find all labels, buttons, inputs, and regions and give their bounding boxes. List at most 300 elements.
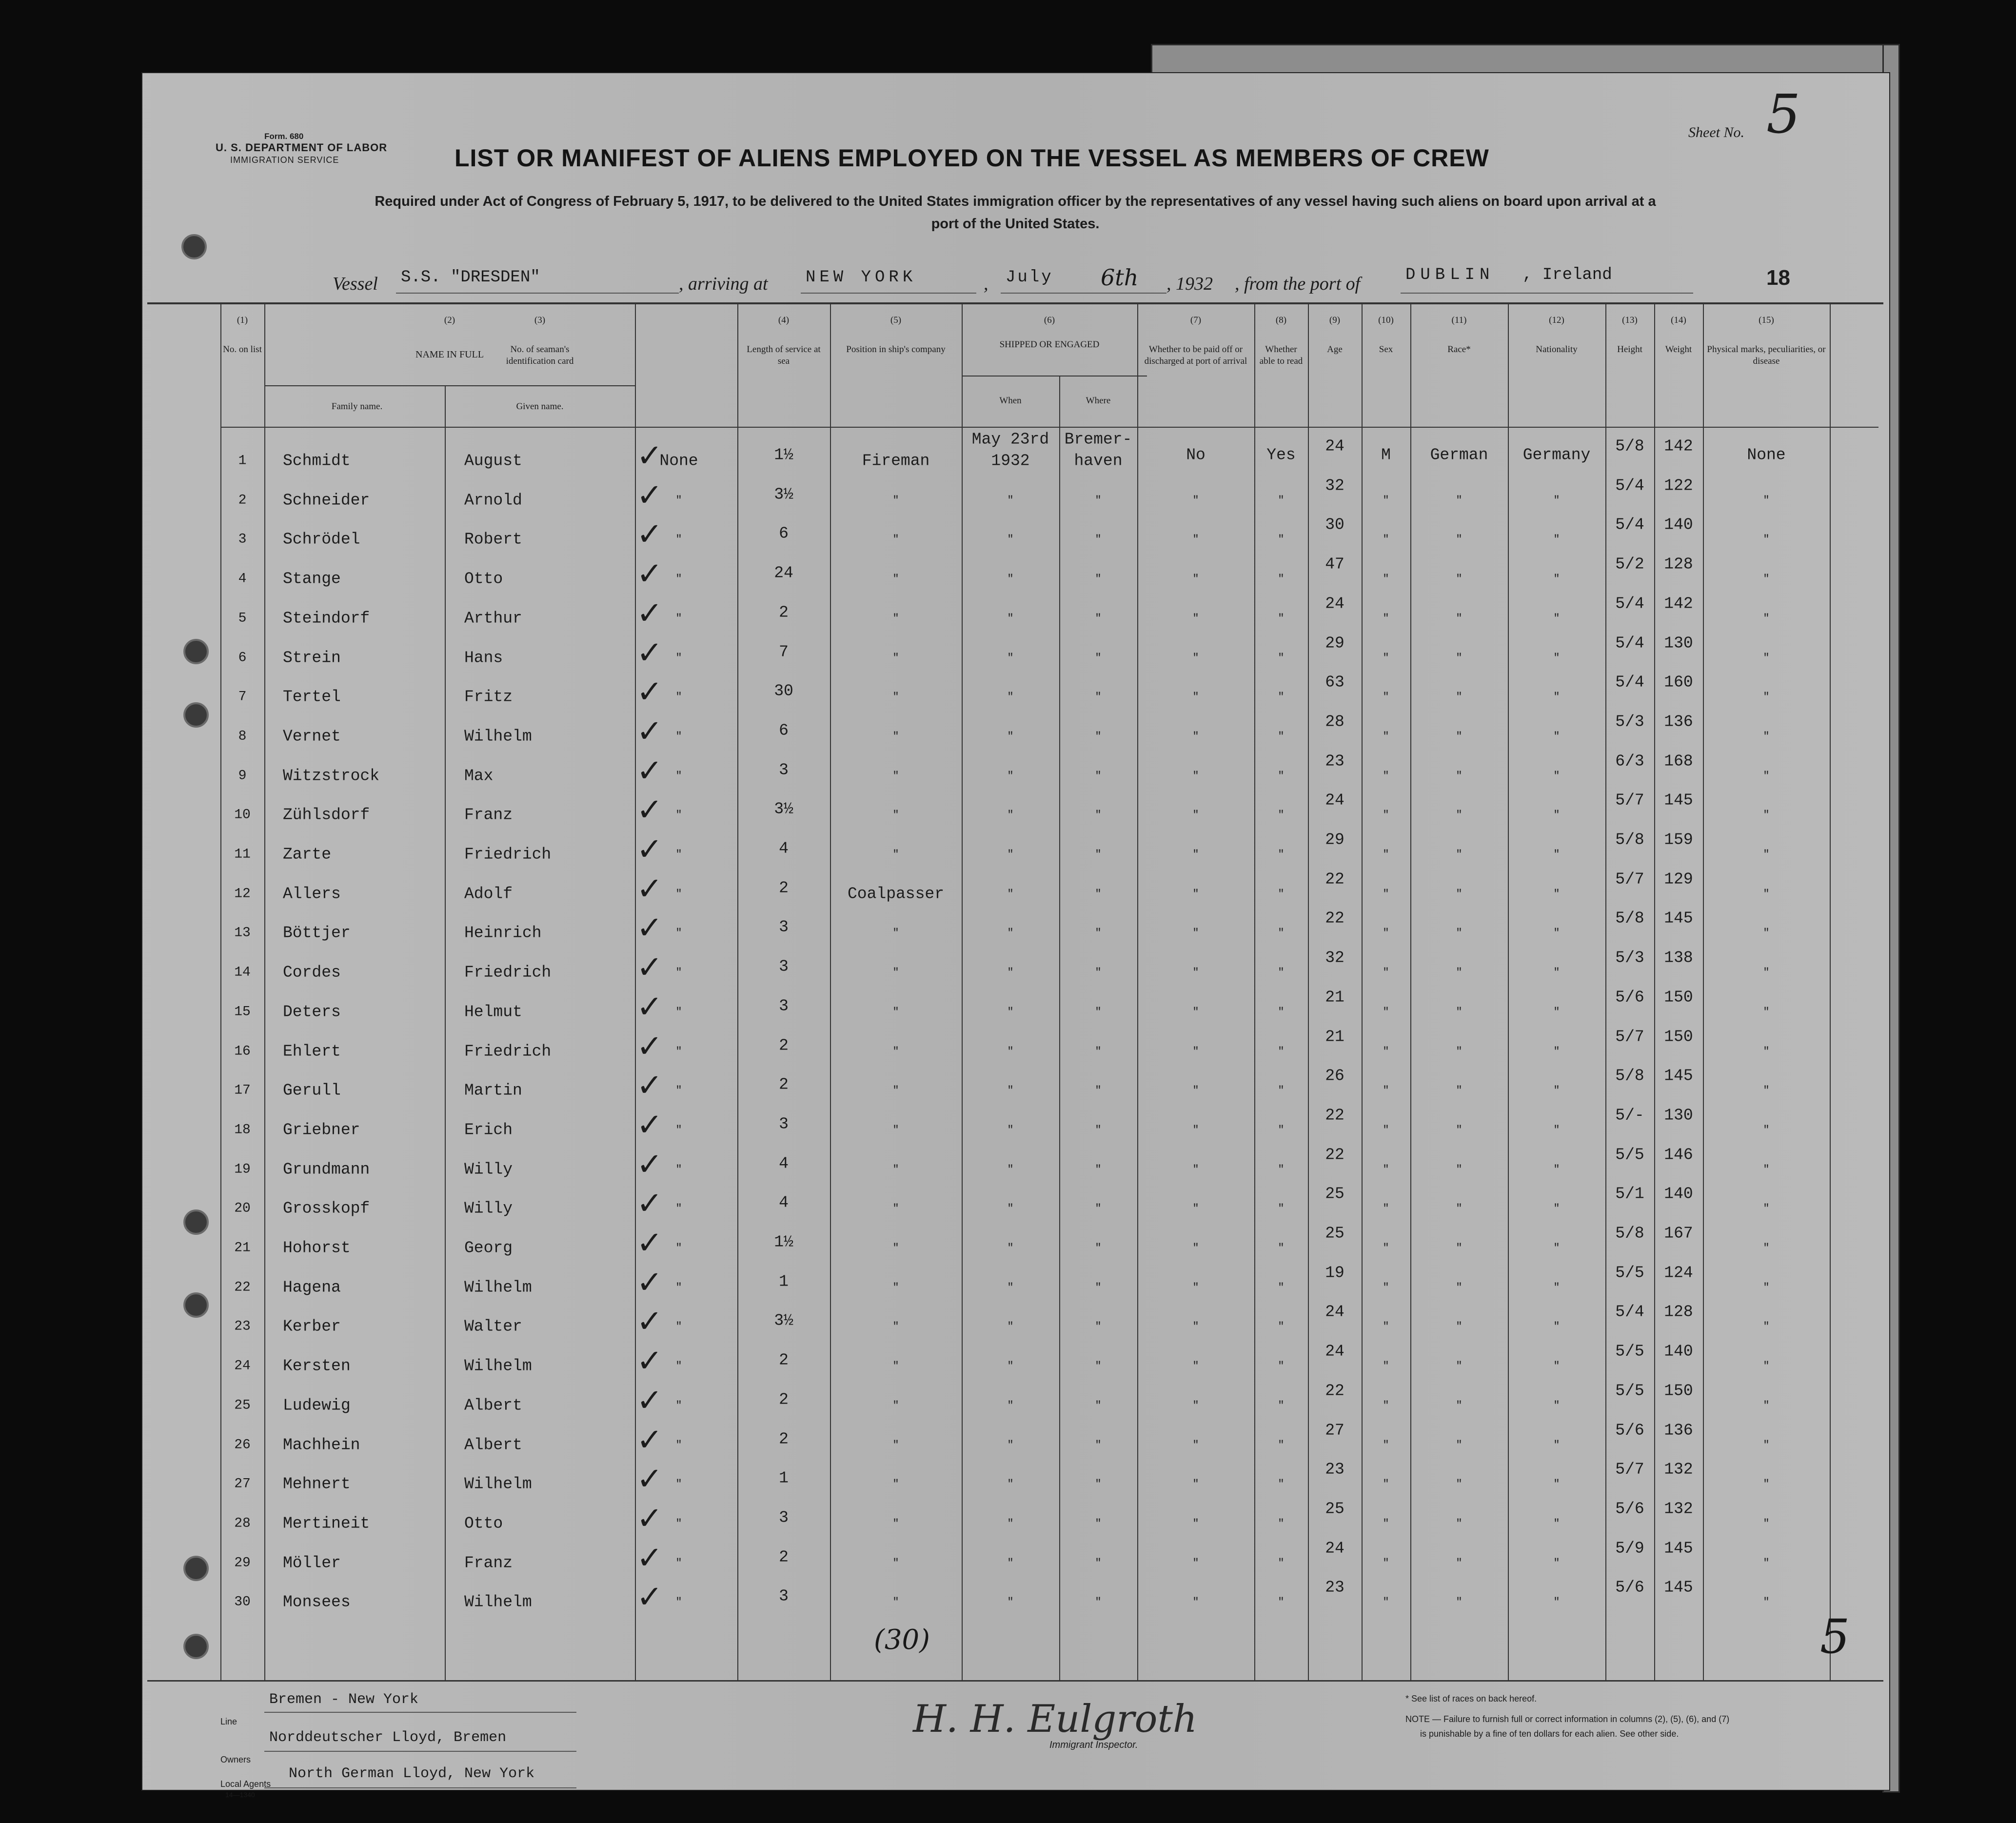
shipped-when: " [1007, 1399, 1014, 1412]
family-name: Cordes [283, 963, 341, 982]
row-number: 8 [238, 729, 247, 744]
family-name: Deters [283, 1003, 341, 1021]
family-name: Steindorf [283, 609, 370, 628]
shipped-when-year: 1932 [991, 452, 1030, 470]
ship-position: " [892, 1557, 899, 1569]
shipped-when: " [1007, 1478, 1014, 1490]
service-length: 1 [779, 1469, 789, 1487]
sex: " [1383, 691, 1389, 703]
weight: 136 [1664, 713, 1693, 731]
race: German [1430, 446, 1488, 464]
weight: 128 [1664, 555, 1693, 574]
nationality: " [1553, 1517, 1560, 1530]
shipped-where: " [1095, 1360, 1102, 1372]
ship-position: " [892, 1439, 899, 1451]
ship-position: " [892, 1596, 899, 1608]
height: 5/8 [1615, 909, 1644, 928]
weight: 142 [1664, 594, 1693, 613]
check-mark-icon: ✓ [636, 516, 663, 553]
ship-position: " [892, 1163, 899, 1176]
family-name: Strein [283, 649, 341, 667]
nationality: " [1553, 1320, 1560, 1333]
weight: 140 [1664, 515, 1693, 534]
nationality: " [1553, 494, 1560, 507]
sex: " [1383, 1517, 1389, 1530]
check-mark-icon: ✓ [636, 1068, 663, 1104]
column-subheader: Where [1086, 396, 1111, 406]
inspector-label: Immigrant Inspector. [1049, 1740, 1138, 1750]
weight: 132 [1664, 1500, 1693, 1518]
height: 5/8 [1615, 437, 1644, 456]
shipped-when: May 23rd [971, 430, 1049, 449]
column-header-label: Whether able to read [1259, 344, 1303, 366]
weight: 130 [1664, 634, 1693, 652]
shipped-where: " [1095, 1124, 1102, 1136]
ship-position: " [892, 573, 899, 585]
column-divider [830, 302, 831, 1680]
check-mark-icon: ✓ [636, 832, 663, 868]
shipped-where: " [1095, 1517, 1102, 1530]
able-to-read: " [1278, 1478, 1285, 1490]
row-number: 30 [234, 1594, 251, 1610]
able-to-read: " [1278, 1163, 1285, 1176]
ship-position: Coalpasser [847, 885, 945, 903]
age: 24 [1325, 1342, 1344, 1361]
service-length: 3 [779, 761, 789, 779]
shipped-where: " [1095, 494, 1102, 507]
id-card-number: " [675, 652, 682, 664]
ship-position: " [892, 1360, 899, 1372]
paid-off: " [1192, 1124, 1199, 1136]
check-mark-icon: ✓ [636, 1343, 663, 1380]
weight: 136 [1664, 1421, 1693, 1439]
given-name: Robert [464, 530, 522, 549]
id-card-number: " [675, 888, 682, 900]
race: " [1456, 1084, 1463, 1097]
race: " [1456, 652, 1463, 664]
given-name: Albert [464, 1436, 522, 1454]
ship-position: " [892, 1320, 899, 1333]
arrival-date-underline [1001, 293, 1166, 294]
ship-position: " [892, 612, 899, 625]
row-number: 27 [234, 1476, 251, 1492]
sex: " [1383, 1242, 1389, 1254]
shipped-when: " [1007, 1517, 1014, 1530]
ship-position: " [892, 1202, 899, 1215]
height: 5/5 [1615, 1264, 1644, 1282]
ship-position: " [892, 1084, 899, 1097]
age: 24 [1325, 437, 1344, 456]
ship-position: " [892, 848, 899, 861]
check-mark-icon: ✓ [636, 1225, 663, 1261]
physical-marks: " [1763, 1596, 1770, 1608]
ship-position: " [892, 494, 899, 507]
service-length: 2 [779, 1390, 789, 1409]
physical-marks: " [1763, 1281, 1770, 1294]
given-name: Adolf [464, 885, 513, 903]
physical-marks: " [1763, 1045, 1770, 1057]
able-to-read: " [1278, 888, 1285, 900]
paid-off: " [1192, 1360, 1199, 1372]
physical-marks: " [1763, 966, 1770, 979]
paid-off: " [1192, 1084, 1199, 1097]
shipped-where: " [1095, 533, 1102, 546]
column-header-label: Age [1327, 344, 1343, 355]
age: 22 [1325, 909, 1344, 928]
id-card-number: " [675, 573, 682, 585]
able-to-read: " [1278, 1439, 1285, 1451]
shipped-when: " [1007, 1281, 1014, 1294]
id-card-number: " [675, 533, 682, 546]
row-number: 26 [234, 1437, 251, 1452]
shipped-when: " [1007, 1045, 1014, 1057]
paid-off: " [1192, 770, 1199, 782]
shipped-where: " [1095, 1439, 1102, 1451]
paid-off: " [1192, 1439, 1199, 1451]
age: 26 [1325, 1067, 1344, 1085]
family-name: Schmidt [283, 452, 351, 470]
given-name: Georg [464, 1239, 513, 1257]
physical-marks: " [1763, 691, 1770, 703]
nationality: " [1553, 1557, 1560, 1569]
race: " [1456, 494, 1463, 507]
id-card-number: " [675, 770, 682, 782]
column-header-label: Weight [1665, 344, 1692, 355]
physical-marks: " [1763, 1360, 1770, 1372]
paid-off: " [1192, 1202, 1199, 1215]
height: 5/4 [1615, 634, 1644, 652]
id-card-number: " [675, 1124, 682, 1136]
height: 5/1 [1615, 1185, 1644, 1203]
shipped-when: " [1007, 533, 1014, 546]
family-name: Tertel [283, 688, 341, 706]
given-name: Wilhelm [464, 1357, 532, 1375]
owners-value: Norddeutscher Lloyd, Bremen [269, 1729, 507, 1746]
service-length: 6 [779, 524, 789, 543]
age: 21 [1325, 1028, 1344, 1046]
shipped-where: " [1095, 730, 1102, 743]
height: 5/4 [1615, 673, 1644, 692]
sex: " [1383, 573, 1389, 585]
family-name: Schrödel [283, 530, 360, 549]
column-divider [264, 302, 265, 1680]
nationality: " [1553, 1360, 1560, 1372]
weight: 145 [1664, 1067, 1693, 1085]
check-mark-icon: ✓ [636, 950, 663, 986]
id-card-number: " [675, 1084, 682, 1097]
column-divider [220, 302, 221, 1680]
sex: " [1383, 533, 1389, 546]
paid-off: " [1192, 809, 1199, 821]
able-to-read: Yes [1266, 446, 1296, 464]
weight: 129 [1664, 870, 1693, 889]
service-length: 6 [779, 721, 789, 740]
service-length: 3½ [774, 800, 793, 818]
paid-off: " [1192, 1517, 1199, 1530]
nationality: " [1553, 1478, 1560, 1490]
height: 5/7 [1615, 791, 1644, 810]
able-to-read: " [1278, 927, 1285, 939]
physical-marks: " [1763, 1517, 1770, 1530]
nationality: " [1553, 1242, 1560, 1254]
row-number: 9 [238, 768, 247, 784]
race: " [1456, 770, 1463, 782]
family-name: Ludewig [283, 1396, 351, 1415]
nationality: " [1553, 1596, 1560, 1608]
shipped-when: " [1007, 1360, 1014, 1372]
race: " [1456, 1557, 1463, 1569]
binder-hole [183, 639, 209, 664]
column-divider [962, 302, 963, 1680]
nationality: " [1553, 927, 1560, 939]
service-length: 3 [779, 1115, 789, 1133]
shipped-where: " [1095, 1163, 1102, 1176]
row-number: 4 [238, 571, 247, 587]
column-number: (11) [1451, 315, 1467, 325]
physical-marks: " [1763, 652, 1770, 664]
shipped-where: " [1095, 1202, 1102, 1215]
service-length: 2 [779, 1548, 789, 1566]
shipped-when: " [1007, 1242, 1014, 1254]
penalty-note: NOTE — Failure to furnish full or correct information in columns (2), (5), (6), and (7) [1405, 1714, 1730, 1724]
nationality: " [1553, 1124, 1560, 1136]
height: 5/8 [1615, 1067, 1644, 1085]
sex: " [1383, 1163, 1389, 1176]
column-subheader: Given name. [516, 401, 564, 412]
age: 47 [1325, 555, 1344, 574]
given-name: Arthur [464, 609, 522, 628]
age: 32 [1325, 476, 1344, 495]
able-to-read: " [1278, 573, 1285, 585]
corner-sheet-mark: 5 [1820, 1609, 1850, 1664]
sex: " [1383, 1478, 1389, 1490]
check-mark-icon: ✓ [636, 556, 663, 593]
department-name: U. S. DEPARTMENT OF LABOR [216, 141, 388, 154]
nationality: " [1553, 966, 1560, 979]
given-name: Martin [464, 1081, 522, 1100]
height: 5/4 [1615, 515, 1644, 534]
race: " [1456, 730, 1463, 743]
physical-marks: " [1763, 848, 1770, 861]
owners-underline [264, 1751, 576, 1752]
height: 5/6 [1615, 1421, 1644, 1439]
height: 5/7 [1615, 870, 1644, 889]
service-length: 7 [779, 643, 789, 661]
nationality: " [1553, 848, 1560, 861]
shipped-when: " [1007, 848, 1014, 861]
given-name: Fritz [464, 688, 513, 706]
column-number: (4) [778, 315, 790, 325]
shipped-when: " [1007, 1557, 1014, 1569]
shipped-where: " [1095, 1242, 1102, 1254]
ship-position: " [892, 966, 899, 979]
height: 5/4 [1615, 476, 1644, 495]
paid-off: " [1192, 1281, 1199, 1294]
age: 23 [1325, 1460, 1344, 1479]
table-bottom-rule [147, 1680, 1883, 1682]
check-mark-icon: ✓ [636, 989, 663, 1025]
row-number: 11 [234, 847, 251, 862]
family-name: Zühlsdorf [283, 806, 370, 824]
race: " [1456, 1006, 1463, 1018]
shipped-where: " [1095, 770, 1102, 782]
shipped-where: " [1095, 1006, 1102, 1018]
column-number: (15) [1759, 315, 1774, 325]
able-to-read: " [1278, 848, 1285, 861]
height: 5/9 [1615, 1539, 1644, 1558]
column-divider [1410, 302, 1411, 1680]
family-name: Mertineit [283, 1514, 370, 1533]
able-to-read: " [1278, 770, 1285, 782]
sex: " [1383, 730, 1389, 743]
age: 30 [1325, 515, 1344, 534]
penalty-note-cont: is punishable by a fine of ten dollars for each alien. See other side. [1420, 1729, 1679, 1739]
shipped-when: " [1007, 927, 1014, 939]
id-card-number: " [675, 1557, 682, 1569]
height: 5/5 [1615, 1146, 1644, 1164]
family-name: Hagena [283, 1278, 341, 1297]
age: 24 [1325, 1303, 1344, 1321]
paid-off: " [1192, 533, 1199, 546]
ship-position: " [892, 652, 899, 664]
family-name: Böttjer [283, 924, 351, 942]
physical-marks: " [1763, 1084, 1770, 1097]
line-value: Bremen - New York [269, 1691, 419, 1708]
check-mark-icon: ✓ [636, 753, 663, 789]
physical-marks: " [1763, 927, 1770, 939]
paid-off: No [1186, 446, 1206, 464]
check-mark-icon: ✓ [636, 1461, 663, 1498]
age: 29 [1325, 831, 1344, 849]
service-length: 2 [779, 879, 789, 897]
given-name: Wilhelm [464, 1593, 532, 1611]
able-to-read: " [1278, 1557, 1285, 1569]
arriving-label: , arriving at [679, 274, 768, 294]
weight: 145 [1664, 791, 1693, 810]
age: 22 [1325, 870, 1344, 889]
column-header-label: No. on list [223, 344, 262, 355]
service-length: 3 [779, 957, 789, 976]
able-to-read: " [1278, 691, 1285, 703]
page-subtitle: Required under Act of Congress of February 5, 1917, to be delivered to the United States immigration officer by the representatives of any vessel having such aliens on board upon arrival at a port of the United States. [375, 194, 1656, 232]
paid-off: " [1192, 1478, 1199, 1490]
service-length: 3 [779, 1587, 789, 1605]
departure-country: , Ireland [1522, 266, 1612, 284]
line-underline [264, 1712, 576, 1713]
physical-marks: " [1763, 1242, 1770, 1254]
ship-position: " [892, 1006, 899, 1018]
check-mark-icon: ✓ [636, 1540, 663, 1576]
height: 5/4 [1615, 594, 1644, 613]
given-name: Wilhelm [464, 1475, 532, 1493]
column-header-label: NAME IN FULL [415, 349, 484, 360]
race: " [1456, 691, 1463, 703]
service-length: 2 [779, 603, 789, 622]
age: 24 [1325, 791, 1344, 810]
arrival-port-underline [801, 293, 976, 294]
page-title: LIST OR MANIFEST OF ALIENS EMPLOYED ON THE VESSEL AS MEMBERS OF CREW [455, 144, 1489, 172]
column-header-label: Physical marks, peculiarities, or disease [1707, 344, 1826, 366]
family-name: Mehnert [283, 1475, 351, 1493]
weight: 160 [1664, 673, 1693, 692]
shipped-where: " [1095, 612, 1102, 625]
check-mark-icon: ✓ [636, 634, 663, 671]
arrival-month: July [1006, 268, 1053, 287]
sex: " [1383, 1439, 1389, 1451]
shipped-when: " [1007, 652, 1014, 664]
check-mark-icon: ✓ [636, 871, 663, 907]
given-name: Otto [464, 1514, 503, 1533]
paid-off: " [1192, 1557, 1199, 1569]
shipped-where: " [1095, 1478, 1102, 1490]
column-divider [1059, 376, 1060, 1680]
paid-off: " [1192, 691, 1199, 703]
column-number: (7) [1190, 315, 1202, 325]
shipped-where: " [1095, 927, 1102, 939]
weight: 167 [1664, 1224, 1693, 1243]
id-card-number: " [675, 1006, 682, 1018]
age: 29 [1325, 634, 1344, 652]
shipped-when: " [1007, 809, 1014, 821]
vessel-name: S.S. "DRESDEN" [401, 268, 540, 287]
able-to-read: " [1278, 809, 1285, 821]
shipped-where: " [1095, 1281, 1102, 1294]
able-to-read: " [1278, 1124, 1285, 1136]
id-card-number: " [675, 1399, 682, 1412]
sheet-label: Sheet No. [1688, 124, 1744, 140]
sex: " [1383, 1045, 1389, 1057]
table-top-rule [147, 302, 1883, 304]
weight: 145 [1664, 909, 1693, 928]
family-name: Grundmann [283, 1160, 370, 1179]
shipped-where: " [1095, 1399, 1102, 1412]
column-header-label: Height [1617, 344, 1642, 355]
column-header-label: Whether to be paid off or discharged at port of arrival [1144, 344, 1247, 366]
physical-marks: " [1763, 770, 1770, 782]
shipped-where: " [1095, 652, 1102, 664]
race: " [1456, 966, 1463, 979]
id-card-number: " [675, 1242, 682, 1254]
id-card-number: " [675, 691, 682, 703]
given-name: Max [464, 767, 494, 785]
shipped-where: " [1095, 1596, 1102, 1608]
shipped-when: " [1007, 1439, 1014, 1451]
weight: 124 [1664, 1264, 1693, 1282]
paid-off: " [1192, 927, 1199, 939]
family-name: Griebner [283, 1121, 360, 1139]
manifest-sheet [141, 72, 1890, 1799]
ship-position: " [892, 927, 899, 939]
able-to-read: " [1278, 494, 1285, 507]
race: " [1456, 573, 1463, 585]
shipped-when: " [1007, 612, 1014, 625]
weight: 130 [1664, 1106, 1693, 1125]
weight: 122 [1664, 476, 1693, 495]
race: " [1456, 1517, 1463, 1530]
physical-marks: " [1763, 1006, 1770, 1018]
service-length: 2 [779, 1430, 789, 1448]
physical-marks: " [1763, 1399, 1770, 1412]
check-mark-icon: ✓ [636, 1500, 663, 1537]
check-mark-icon: ✓ [636, 910, 663, 947]
physical-marks: " [1763, 1202, 1770, 1215]
column-divider [1654, 302, 1655, 1680]
column-divider [1703, 302, 1704, 1680]
column-number: (9) [1329, 315, 1341, 325]
row-number: 21 [234, 1240, 251, 1256]
able-to-read: " [1278, 966, 1285, 979]
shipped-when: " [1007, 1163, 1014, 1176]
